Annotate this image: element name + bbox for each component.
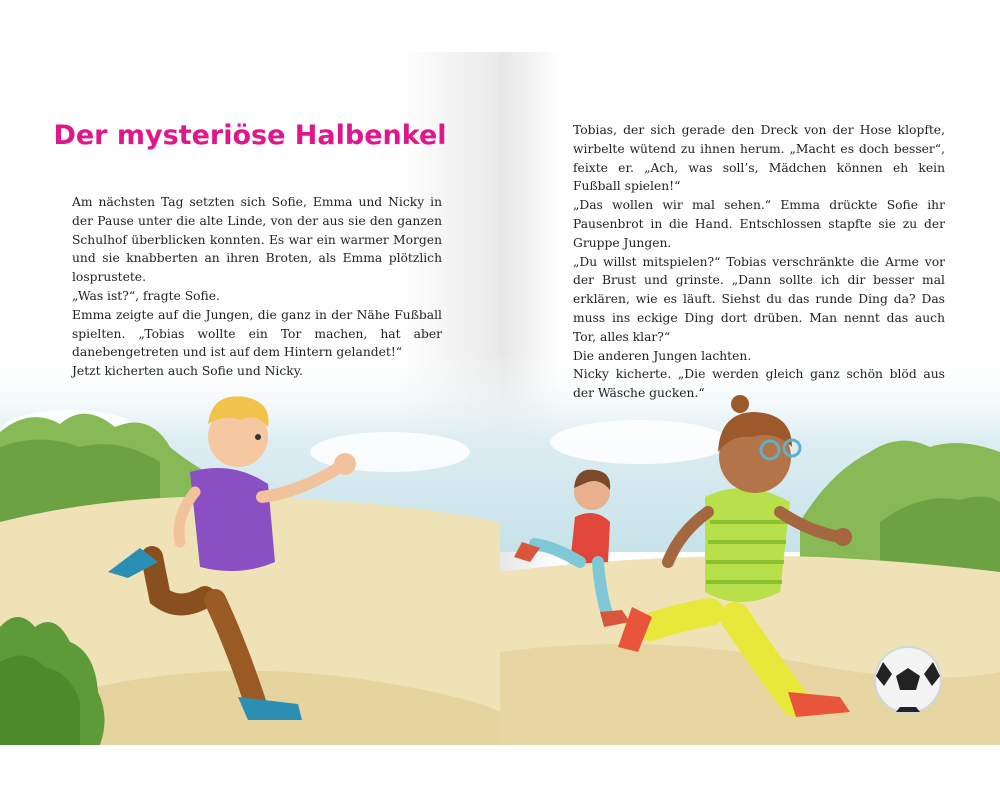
paragraph: Jetzt kicherten auch Sofie und Nicky. <box>72 364 303 379</box>
right-page <box>500 52 1000 745</box>
clouds <box>550 420 730 464</box>
paragraph: Die anderen Jungen lachten. <box>573 348 752 363</box>
left-illustration <box>0 52 500 745</box>
paragraph: „Was ist?“, fragte Sofie. <box>72 288 220 303</box>
paragraph: „Das wollen wir mal sehen.“ Emma drückte Sofie ihr Pausenbrot in die Hand. Entschlossen stapfte sie zu der Gruppe Jungen. <box>573 198 945 250</box>
left-page-text <box>72 193 442 381</box>
soccer-ball <box>875 647 941 713</box>
paragraph: Tobias, der sich gerade den Dreck von der Hose klopfte, wirbelte wütend zu ihnen herum. „Macht es doch besser“, feixte er. „Ach, was soll’s, Mädchen können eh kein Fußball spielen!“ <box>573 123 945 194</box>
paragraph: Emma zeigte auf die Jungen, die ganz in der Nähe Fußball spielten. „Tobias wollte ein Tor machen, hat aber danebengetreten und ist auf dem Hintern gelandet!“ <box>72 307 442 360</box>
chapter-title: Der mysteriöse Halbenkel <box>53 120 447 151</box>
right-page-text <box>573 121 945 403</box>
paragraph: Nicky kicherte. „Die werden gleich ganz schön blöd aus der Wäsche gucken.“ <box>573 367 945 401</box>
left-page <box>0 52 500 745</box>
paragraph: Am nächsten Tag setzten sich Sofie, Emma und Nicky in der Pause unter die alte Linde, von der aus sie den ganzen Schulhof überblicken konnten. Es war ein warmer Morgen und sie knabberten an ihren Broten, als Emma plötzlich losprustete. <box>72 195 442 285</box>
paragraph: „Du willst mitspielen?“ Tobias verschränkte die Arme vor der Brust und grinste. „Dann sollte ich dir besser mal erklären, wie es läuft. Siehst du das runde Ding da? Das muss ins eckige Ding dort drüben. Man nennt das auch Tor, alles klar?“ <box>573 254 945 344</box>
